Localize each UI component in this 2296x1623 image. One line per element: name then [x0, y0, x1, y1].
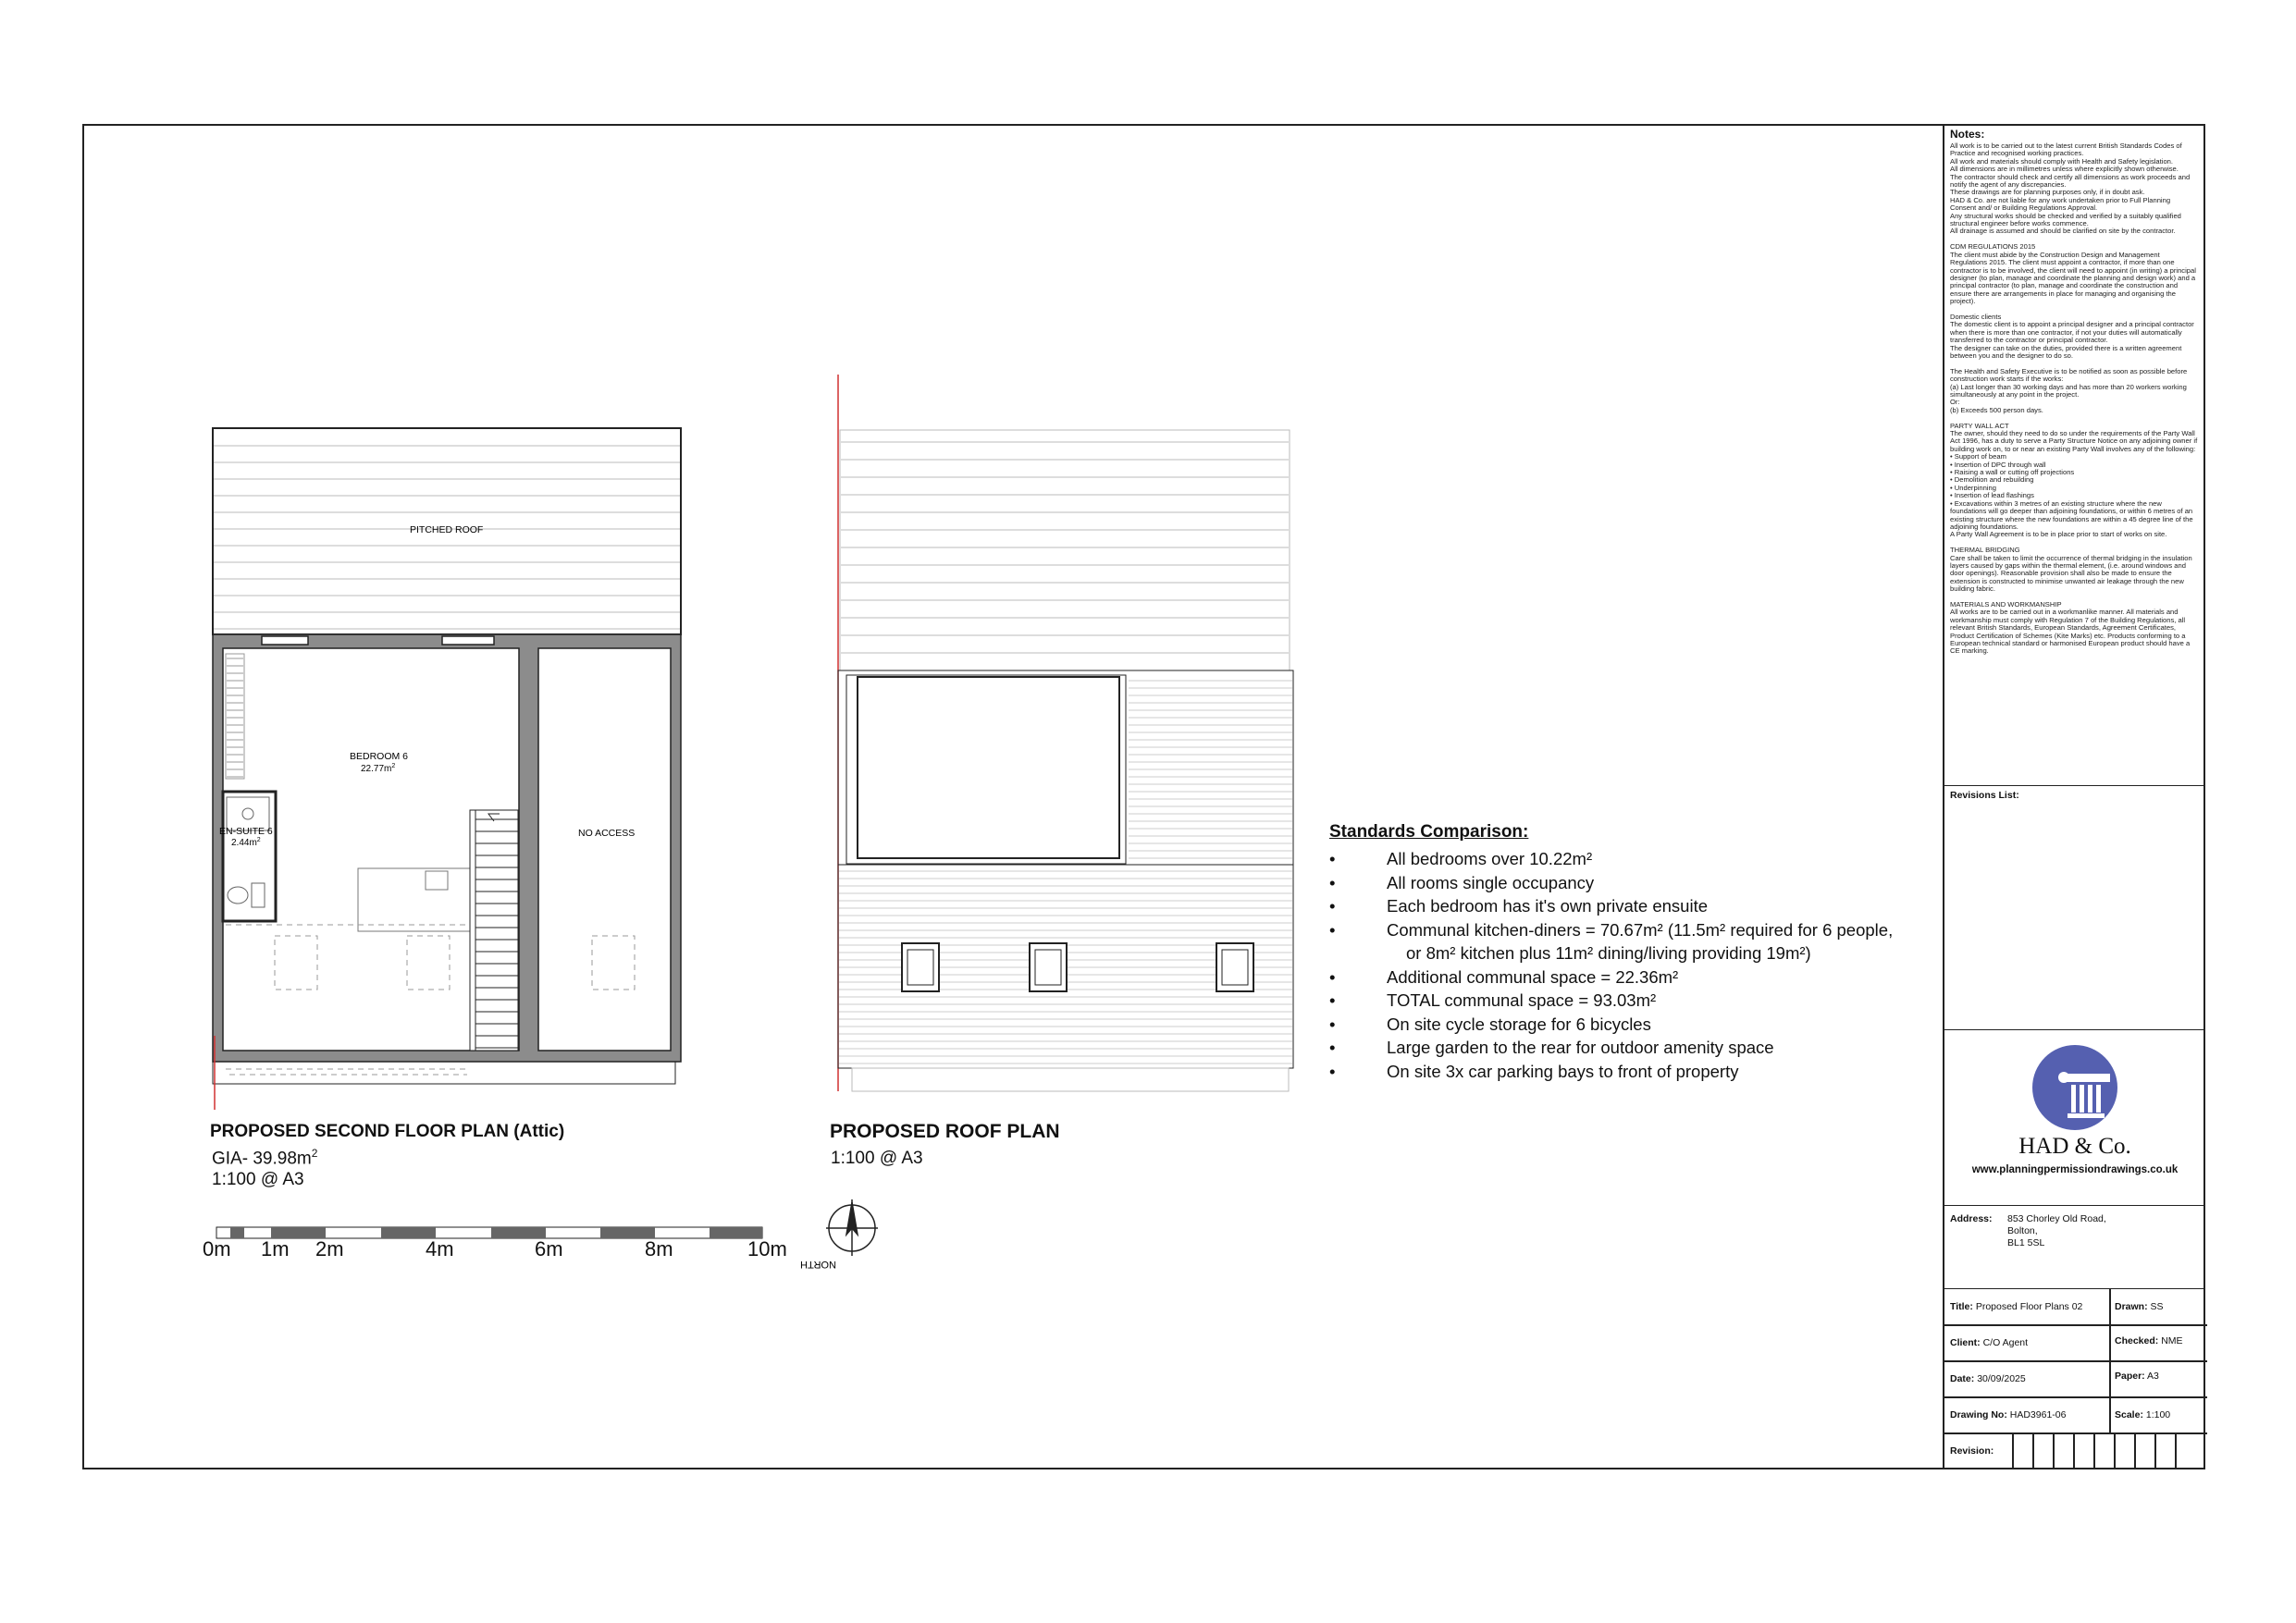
standard-item: • On site 3x car parking bays to front of property [1329, 1060, 1893, 1084]
title-block [1943, 124, 2205, 1469]
pitched-roof-label: PITCHED ROOF [410, 524, 484, 535]
address-line-2: Bolton, [2007, 1225, 2038, 1236]
lower-eaves [213, 1062, 675, 1084]
title-field: Title: Proposed Floor Plans 02 [1950, 1301, 2083, 1312]
roof-plan-scale: 1:100 @ A3 [831, 1149, 923, 1168]
revisions-label: Revisions List: [1950, 790, 2019, 801]
address-line-1: 853 Chorley Old Road, [2007, 1213, 2106, 1224]
window-1 [262, 636, 308, 645]
revision-cell [2093, 1432, 2095, 1469]
staircase [470, 810, 518, 1051]
standard-item: • TOTAL communal space = 93.03m² [1329, 989, 1893, 1013]
window-2 [442, 636, 494, 645]
drawing-no-field: Drawing No: HAD3961-06 [1950, 1409, 2067, 1420]
checked-field: Checked: NME [2115, 1335, 2183, 1346]
scale-label-6: 6m [535, 1237, 563, 1260]
scale-label-4: 4m [426, 1237, 454, 1260]
revisions-section [1944, 786, 2205, 1030]
standards-title: Standards Comparison: [1329, 822, 1529, 842]
roof-plan-title: PROPOSED ROOF PLAN [830, 1121, 1060, 1142]
standard-item: • Large garden to the rear for outdoor amenity space [1329, 1036, 1893, 1060]
scale-label-10: 10m [747, 1237, 787, 1260]
roof-plan [838, 430, 1293, 1091]
standard-item-continued: or 8m² kitchen plus 11m² dining/living providing 19m²) [1406, 943, 1811, 963]
notes-section [1944, 124, 2205, 786]
scale-field: Scale: 1:100 [2115, 1409, 2171, 1420]
revision-cell [2073, 1432, 2075, 1469]
scale-bar-segment [230, 1227, 244, 1238]
bed [358, 868, 478, 931]
ensuite [223, 792, 276, 921]
walls [213, 634, 681, 1062]
revision-cell [2012, 1432, 2014, 1469]
scale-label-2: 2m [315, 1237, 344, 1260]
floor-plan-title: PROPOSED SECOND FLOOR PLAN (Attic) [210, 1122, 565, 1141]
revision-cell [2053, 1432, 2055, 1469]
north-arrow-icon [826, 1199, 878, 1256]
address-line-3: BL1 5SL [2007, 1237, 2045, 1248]
scale-label-0: 0m [203, 1237, 231, 1260]
scale-bar [216, 1227, 762, 1238]
floor-plan-scale: 1:100 @ A3 [212, 1170, 304, 1189]
logo-section [1944, 1030, 2205, 1206]
scale-label-8: 8m [645, 1237, 673, 1260]
wardrobe [226, 654, 244, 779]
company-website[interactable]: www.planningpermissiondrawings.co.uk [1971, 1164, 2179, 1175]
standard-item: • All bedrooms over 10.22m² [1329, 847, 1893, 871]
standard-item: • Additional communal space = 22.36m² [1329, 965, 1893, 990]
paper-field: Paper: A3 [2115, 1371, 2159, 1382]
address-section [1944, 1206, 2205, 1289]
bedroom-area: $22.77m^2$ [361, 763, 396, 774]
revision-cell [2032, 1432, 2034, 1469]
standards-list [1329, 847, 1893, 1083]
ensuite-area: $2.44m^2$ [231, 837, 261, 848]
no-access-label: NO ACCESS [578, 828, 636, 839]
client-field: Client: C/O Agent [1950, 1337, 2029, 1348]
standard-item: • Each bedroom has it's own private ensuite [1329, 894, 1893, 918]
notes-text: All work is to be carried out to the latest current British Standards Codes of Practice and recognised working practices. All work and materials should comply with Health and Safety legislation. All dimensions are in millimetres unless where explicitly shown otherwise. The contractor should check and certify all dimensions as work proceeds and notify the agent of any discrepancies. These drawings are for planning purposes only, if in doubt ask. HAD & Co. are not liable for any work undertaken prior to Full Planning Consent and/ or Building Regulations Approval. Any structural works should be checked and verified by a suitably qualified structural engineer before works commence. All drainage is assumed and should be clarified on site by the contractor. CDM REGULATIONS 2015 The client must abide by the Construction Design and Management Regulations 2015. The client must appoint a contractor, if more than one contractor is to be involved, the client will need to appoint (in writing) a principal designer (to plan, manage and coordinate the planning and design work) and a principal contractor (to plan, manage and coordinate the construction and ensure there are arrangements in place for managing and organising the project). Domestic clients The domestic client is to appoint a principal designer and a principal contractor when there is more than one contractor, if not your duties will automatically transferred to the contractor or principal contractor. The designer can take on the duties, provided there is a written agreement between you and the designer to do so. The Health and Safety Executive is to be notified as soon as possible before construction work starts if the works: (a) Last longer than 30 working days and has more than 20 workers working simultaneously at any point in the project. Or: (b) Exceeds 500 person days. PARTY WALL ACT The owner, should they need to do so under the requirements of the Party Wall Act 1996, has a duty to serve a Party Structure Notice on any adjoining owner if building work on, to or near an existing Party Wall involves any of the following: • Support of beam • Insertion of DPC through wall • Raising a wall or cutting off projections • Demolition and rebuilding • Underpinning • Insertion of lead flashings • Excavations within 3 metres of an existing structure where the new foundations will go deeper than adjoining foundations, or within 6 metres of an existing structure where the new foundations are within a 45 degree line of the adjoining foundations. A Party Wall Agreement is to be in place prior to start of works on site. THERMAL BRIDGING Care shall be taken to limit the occurrence of thermal bridging in the insulation layers caused by gaps within the thermal element, (i.e. around windows and door openings). Reasonable provision shall also be made to ensure the extension is constructed to minimise unwanted air leakage through the new building fabric. MATERIALS AND WORKMANSHIP All works are to be carried out in a workmanlike manner. All materials and workmanship must comply with Regulation 7 of the Building Regulations, all relevant British Standards, European Standards, Agreement Certificates, Product Certification of Schemes (Kite Marks) etc. Products conforming to a European technical standard or harmonised European product should have a CE marking. [1950, 141, 2198, 656]
company-logo-icon [2031, 1043, 2123, 1136]
standard-item: • Communal kitchen-diners = 70.67m² (11.5m² required for 6 people, [1329, 918, 1893, 942]
ensuite-name: EN-SUITE 6 [219, 826, 273, 837]
standard-item: • On site cycle storage for 6 bicycles [1329, 1013, 1893, 1037]
address-label: Address: [1950, 1213, 1993, 1224]
info-grid [1944, 1289, 2207, 1469]
date-field: Date: 30/09/2025 [1950, 1373, 2026, 1384]
north-label: NORTH [800, 1259, 836, 1270]
revision-cell [2134, 1432, 2136, 1469]
revision-cell [2114, 1432, 2116, 1469]
notes-heading: Notes: [1950, 128, 1985, 141]
revision-field: Revision: [1950, 1445, 1994, 1457]
drawn-field: Drawn: SS [2115, 1301, 2164, 1312]
standard-item: • All rooms single occupancy [1329, 871, 1893, 895]
revision-cell [2154, 1432, 2156, 1469]
floor-plan-gia: GIA- $39.98m^2$ [212, 1147, 318, 1169]
bedroom-name: BEDROOM 6 [350, 751, 409, 762]
roof-flat-panel [858, 677, 1119, 858]
company-name: HAD & Co. [2018, 1134, 2131, 1159]
revision-cell [2175, 1432, 2177, 1469]
scale-label-1: 1m [261, 1237, 290, 1260]
